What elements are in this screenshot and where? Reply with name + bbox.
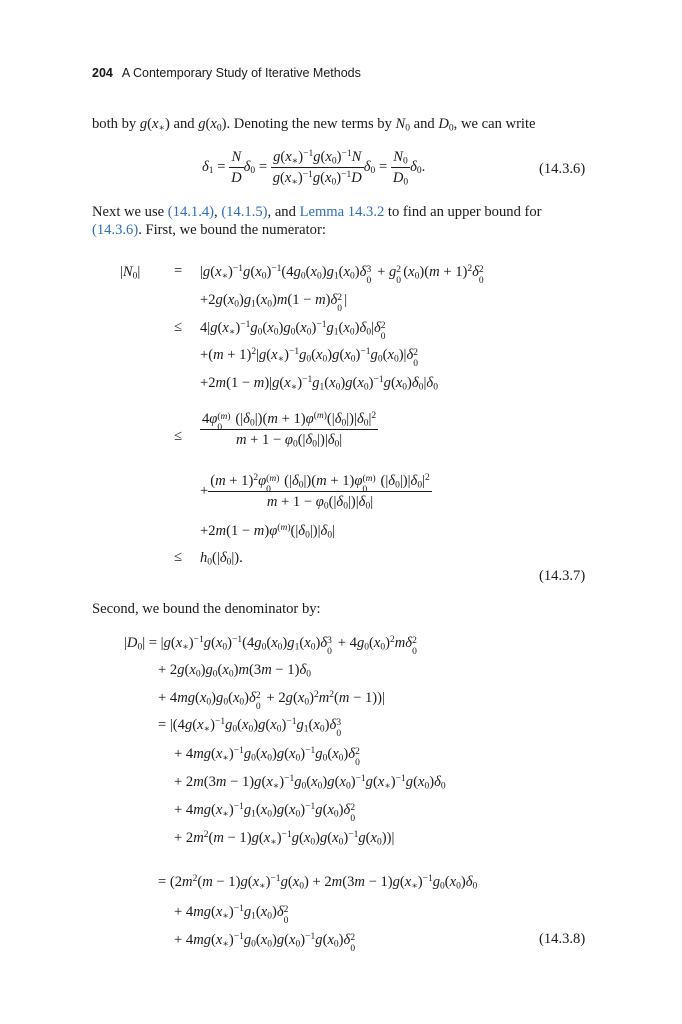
equation-number: (14.3.8)	[539, 931, 586, 947]
equation-line: + $4mg(x_0)g_0(x_0)\delta$ 2 0 + $2g(x_0)^2m^2(m - 1))|$	[158, 689, 385, 712]
equation-line: + $2m(3m - 1)g(x_∗)^{-1}g_0(x_0)g(x_0)^{-1}g(x_∗)^{-1}g(x_0)\delta_0$	[174, 773, 446, 792]
equation-line: $+2g(x_0)g_1(x_0)m(1 - m)\delta$ 2 0 |	[200, 292, 348, 314]
paragraph-line: Second, we bound the denominator by:	[92, 601, 321, 617]
equation-line: + $2m^2(m - 1)g(x_∗)^{-1}g(x_0)g(x_0)^{-1}g(x_0))|$	[174, 829, 395, 848]
paragraph-line: both by $g(x_∗)$ and $g(x_0)$. Denoting the new terms by $N_0$ and $D_0$, we can write	[92, 116, 536, 134]
paragraph-line: Next we use (14.1.4), (14.1.5), and Lemma 14.3.2 to find an upper bound for	[92, 204, 542, 220]
running-title: A Contemporary Study of Iterative Methods	[121, 66, 361, 80]
equation-line: + $2g(x_0)g_0(x_0)m(3m - 1)\delta_0$	[158, 662, 311, 680]
equation-number: (14.3.6)	[539, 161, 586, 177]
equation-link[interactable]: (14.3.6)	[92, 222, 139, 238]
page-number: 204	[92, 66, 113, 80]
equation-14-3-6: $\delta_1$ = $\frac{N}{D}$ $\delta_0$ = $\frac{g(x_∗)^{-1}g(x_0)^{-1}N}{g(x_∗)^{-1}g(x_0)^{-1}D}$ $\delta_0$ = $\frac{N_0}{D_0}$ $\delta_0$.	[202, 148, 426, 188]
equation-lhs: $|N_0|$	[120, 264, 141, 282]
equation-link[interactable]: (14.1.4)	[167, 204, 215, 220]
running-header	[92, 66, 361, 80]
equation-link[interactable]: (14.1.5)	[221, 204, 268, 220]
equation-line: + $4mg(x_∗)^{-1}g_0(x_0)g(x_0)^{-1}g(x_0)\delta$ 2 0	[174, 931, 356, 954]
lemma-link[interactable]: Lemma 14.3.2	[299, 204, 385, 220]
equation-line: + $4mg(x_∗)^{-1}g_1(x_0)\delta$ 2 0	[174, 903, 289, 926]
equation-line: = $|(4g(x_∗)^{-1}g_0(x_0)g(x_0)^{-1}g_1(x_0)\delta$ 3 0	[158, 716, 342, 739]
book-page: 204 A Contemporary Study of Iterative Methods both by $g(x_∗)$ and $g(x_0)$. Denoting the new terms by $N_0$ and $D_0$, we can write $\delta_1$ = $\frac{N}{D}$ $\delta_0$ = $\frac{g(x_∗)^{-1}g(x_0)^{-1}N}{g(x_∗)^{-1}g(x_0)^{-1}D}$ $\delta_0$ = $\frac{N_0}{D_0}$ $\delta_0$. (14.3.6) Next we use (14.1.4), (14.1.5), and Lemma 14.3.2 to find an upper bound for (14.3.6). First, we bound the numerator: $|N_0|$ = $|g(x_∗)^{-1}g(x_0)^{-1}(4g_0(x_0)g_1(x_0)\delta$ 3 0 + g 2 0 $(x_0)(m + 1)^2\delta$ 2 0 $+2g(x_0)g_1(x_0)m(1 - m)\delta$ 2 0 | ≤ $4|g(x_∗)^{-1}g_0(x_0)g_0(x_0)^{-1}g_1(x_0)\delta_0|\delta$ 2 0 $+(m + 1)^2|g(x_∗)^{-1}g_0(x_0)g(x_0)^{-1}g_0(x_0)|\delta$ 2 0 $+2m(1 - m)|g(x_∗)^{-1}g_1(x_0)g(x_0)^{-1}g(x_0)\delta_0|\delta_0$ ≤ 4φ (m) 0 $(|\delta_0|)(m + 1)\varphi^{(m)}(|\delta_0|)|\delta_0|^2$ $m + 1 - \varphi_0(|\delta_0|)|\delta_0|$ + $(m + 1)^2\varphi$ (m) 0 $(|\delta_0|)(m + 1)\varphi$ (m) 0 $(|\delta_0|)|\delta_0|^2$ $m + 1 - \varphi_0(|\delta_0|)|\delta_0|$ $+2m(1 - m)\varphi^{(m)}(|\delta_0|)|\delta_0|$ ≤ $h_0(|\delta_0|)$. (14.3.7) Second, we bound the denominator by: $|D_0| = |g(x_∗)^{-1}g(x_0)^{-1}(4g_0(x_0)g_1(x_0)\delta$ 3 0 + $4g_0(x_0)^2m\delta$ 2 0 + $2g(x_0)g_0(x_0)m(3m - 1)\delta_0$ + $4mg(x_0)g_0(x_0)\delta$ 2 0 + $2g(x_0)^2m^2(m - 1))|$ = $|(4g(x_∗)^{-1}g_0(x_0)g(x_0)^{-1}g_1(x_0)\delta$ 3 0 + $4mg(x_∗)^{-1}g_0(x_0)g(x_0)^{-1}g_0(x_0)\delta$ 2 0 + $2m(3m - 1)g(x_∗)^{-1}g_0(x_0)g(x_0)^{-1}g(x_∗)^{-1}g(x_0)\delta_0$ + $4mg(x_∗)^{-1}g_1(x_0)g(x_0)^{-1}g(x_0)\delta$ 2 0 + $2m^2(m - 1)g(x_∗)^{-1}g(x_0)g(x_0)^{-1}g(x_0))|$ = ($2m^2(m - 1)g(x_∗)^{-1}g(x_0) + 2m(3m - 1)g(x_∗)^{-1}g_0(x_0)\delta_0$ + $4mg(x_∗)^{-1}g_1(x_0)\delta$ 2 0 + $4mg(x_∗)^{-1}g_0(x_0)g(x_0)^{-1}g(x_0)\delta$ 2 0 (14.3.8)	[92, 66, 586, 954]
equation-line: $|D_0| = |g(x_∗)^{-1}g(x_0)^{-1}(4g_0(x_0)g_1(x_0)\delta$ 3 0 + $4g_0(x_0)^2m\delta$ 2 0	[124, 634, 417, 657]
equation-line: + $4mg(x_∗)^{-1}g_1(x_0)g(x_0)^{-1}g(x_0)\delta$ 2 0	[174, 801, 356, 824]
equation-line: $4|g(x_∗)^{-1}g_0(x_0)g_0(x_0)^{-1}g_1(x_0)\delta_0|\delta$ 2 0	[200, 319, 386, 342]
paragraph-line: (14.3.6). First, we bound the numerator:	[92, 222, 326, 238]
equation-fraction: 4φ (m) 0 $(|\delta_0|)(m + 1)\varphi^{(m)}(|\delta_0|)|\delta_0|^2$ $m + 1 - \varphi_0(|\delta_0|)|\delta_0|$	[202, 410, 377, 450]
equation-line: $+(m + 1)^2|g(x_∗)^{-1}g_0(x_0)g(x_0)^{-1}g_0(x_0)|\delta$ 2 0	[200, 346, 419, 369]
equation-line: + $4mg(x_∗)^{-1}g_0(x_0)g(x_0)^{-1}g_0(x_0)\delta$ 2 0	[174, 745, 360, 768]
equation-line: $+2m(1 - m)|g(x_∗)^{-1}g_1(x_0)g(x_0)^{-1}g(x_0)\delta_0|\delta_0$	[200, 374, 438, 393]
equation-fraction: + $(m + 1)^2\varphi$ (m) 0 $(|\delta_0|)(m + 1)\varphi$ (m) 0 $(|\delta_0|)|\delta_0|^2$ $m + 1 - \varphi_0(|\delta_0|)|\delta_0|$	[200, 472, 430, 512]
equation-line: = ($2m^2(m - 1)g(x_∗)^{-1}g(x_0) + 2m(3m - 1)g(x_∗)^{-1}g_0(x_0)\delta_0$	[158, 873, 478, 892]
equation-line: $h_0(|\delta_0|)$.	[200, 550, 243, 568]
equation-line: $+2m(1 - m)\varphi^{(m)}(|\delta_0|)|\delta_0|$	[200, 522, 335, 541]
equation-line: $|g(x_∗)^{-1}g(x_0)^{-1}(4g_0(x_0)g_1(x_0)\delta$ 3 0 + g 2 0 $(x_0)(m + 1)^2\delta$ 2 0	[200, 263, 484, 286]
equation-number: (14.3.7)	[539, 568, 586, 584]
